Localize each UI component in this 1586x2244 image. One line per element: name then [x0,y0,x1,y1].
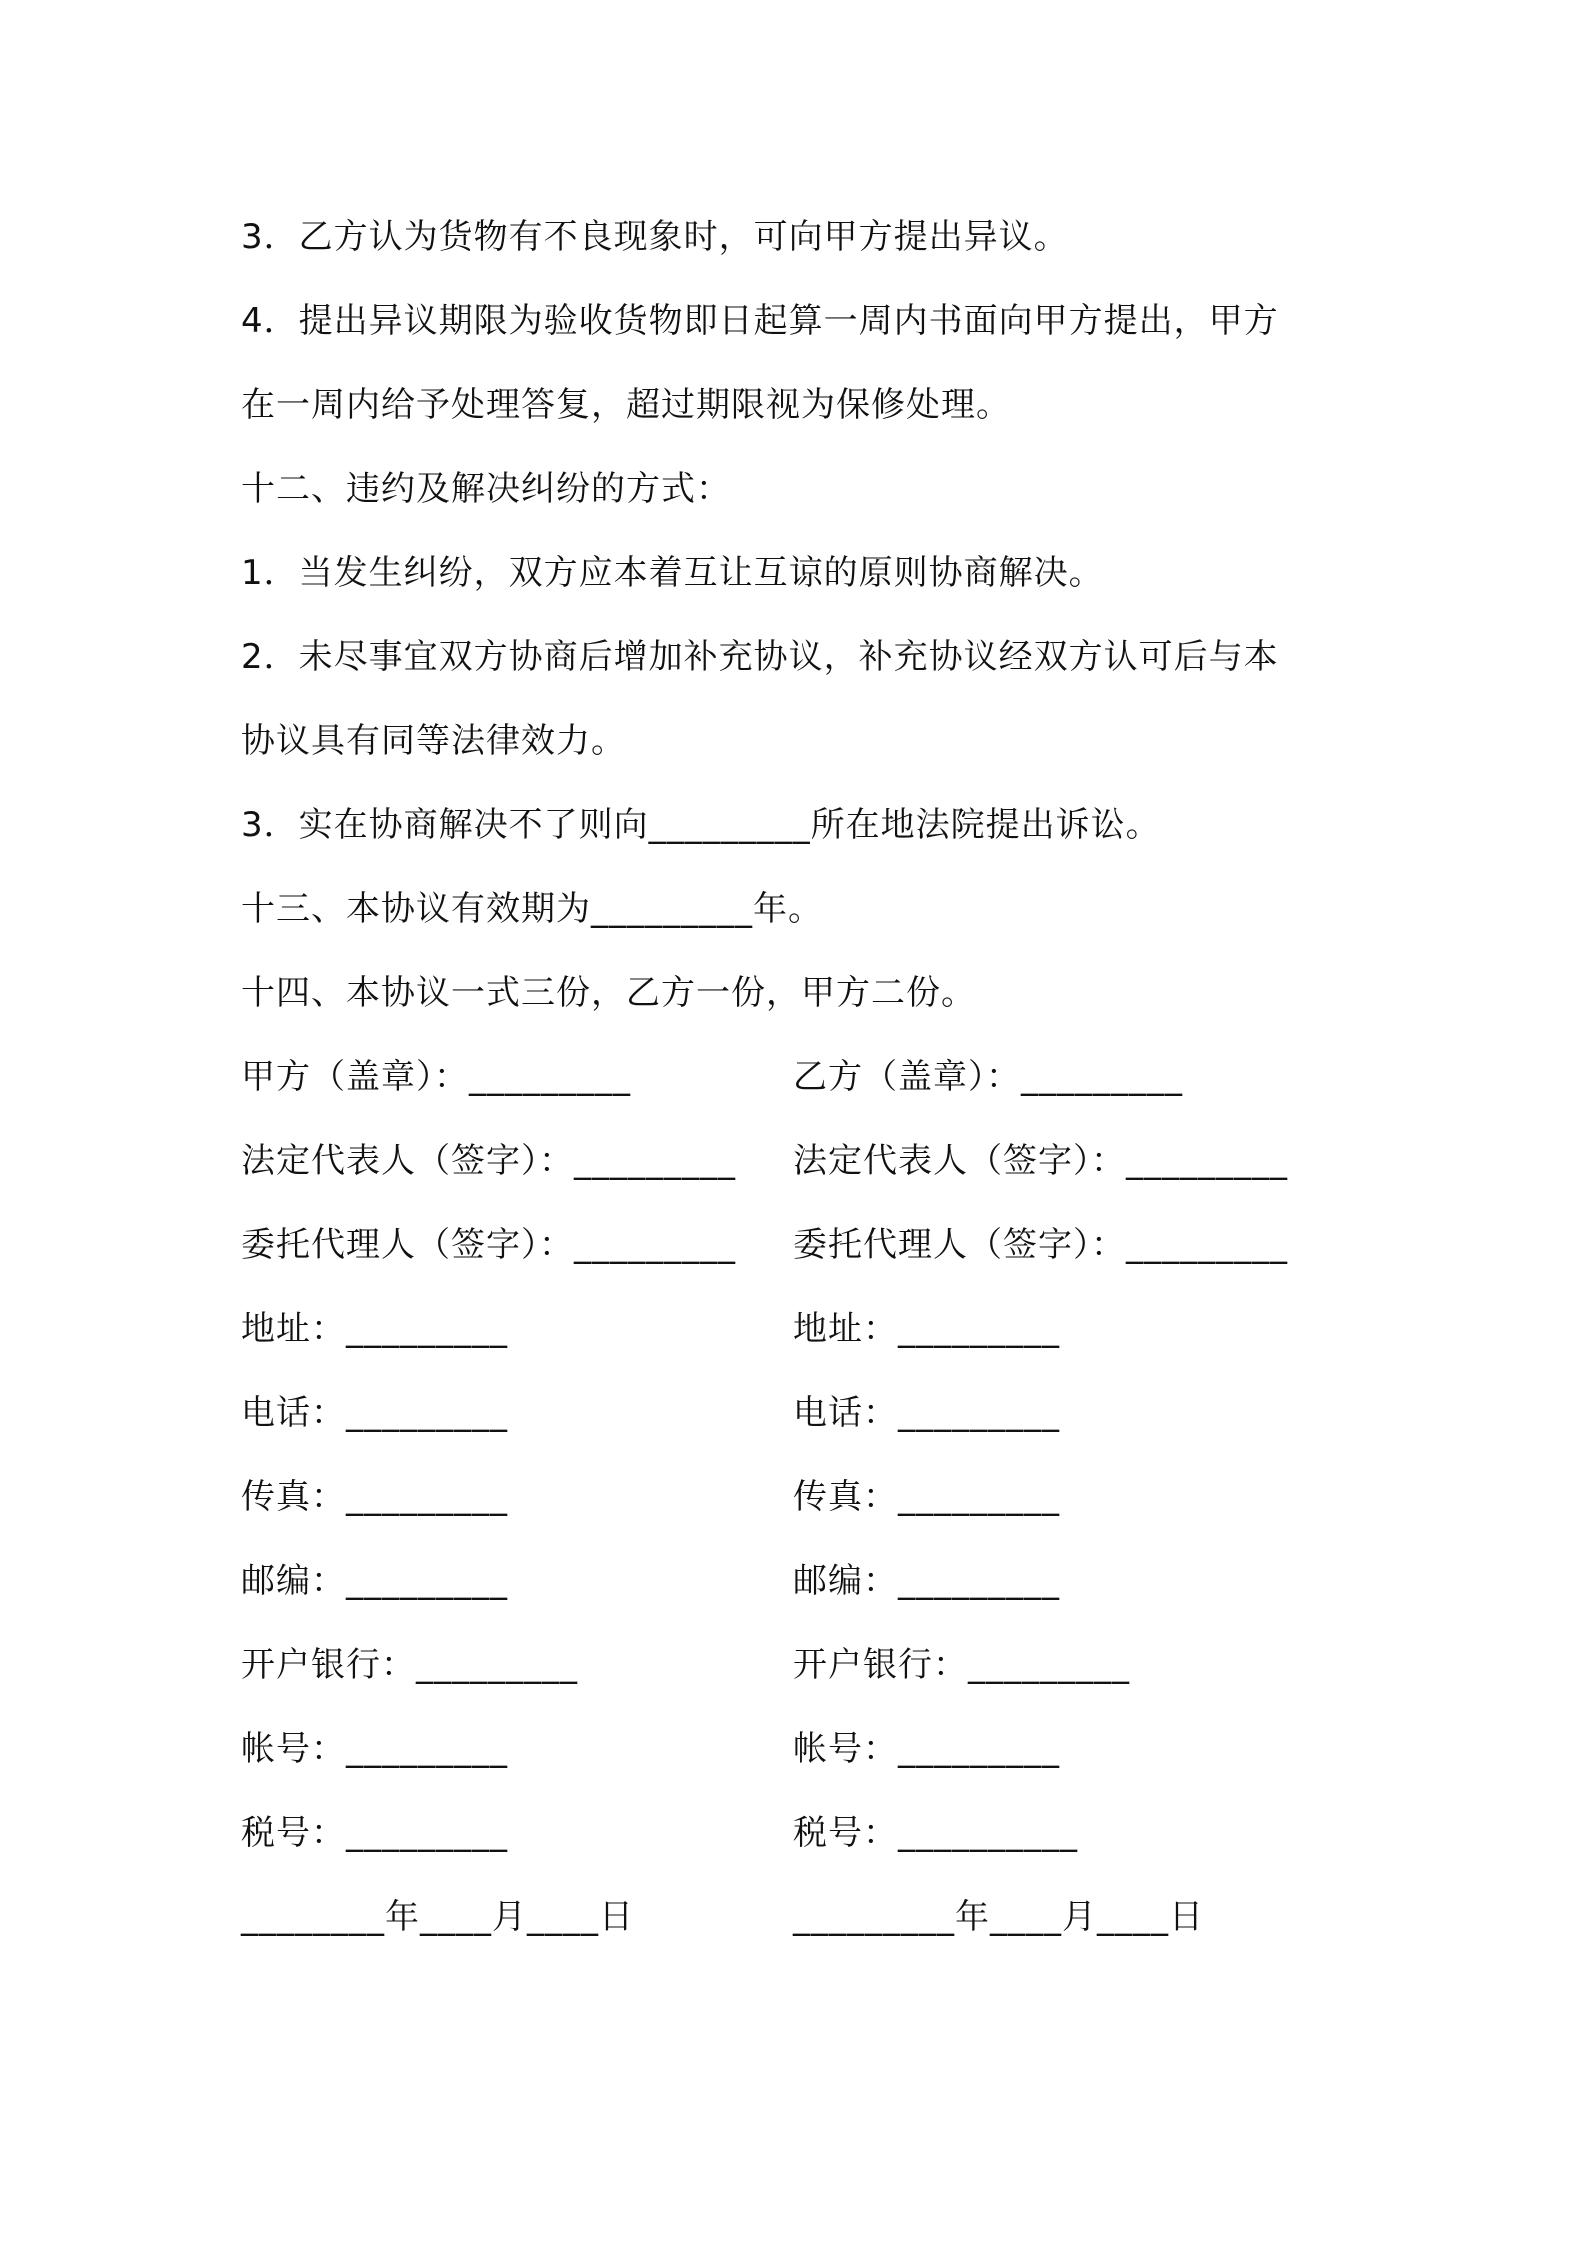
clause-12-item-1: 1．当发生纠纷，双方应本着互让互谅的原则协商解决。 [241,553,1104,593]
signature-row-seal [241,1035,1371,1119]
party-a-date: ________年____月____日 [241,1897,634,1937]
clause-14: 十四、本协议一式三份，乙方一份，甲方二份。 [241,973,976,1013]
clause-12-item-2-line-1: 2．未尽事宜双方协商后增加补充协议，补充协议经双方认可后与本 [241,637,1279,677]
clause-12-item-3: 3．实在协商解决不了则向_________所在地法院提出诉讼。 [241,805,1161,845]
signature-row-account [241,1707,1371,1791]
signature-row-phone [241,1371,1371,1455]
party-b-postcode: 邮编：_________ [793,1561,1060,1601]
party-b-fax: 传真：_________ [793,1477,1060,1517]
party-b-bank: 开户银行：_________ [793,1645,1130,1685]
party-b-account: 帐号：_________ [793,1729,1060,1769]
party-b-legal-rep: 法定代表人（签字）：_________ [793,1141,1288,1181]
party-a-legal-rep: 法定代表人（签字）：_________ [241,1141,736,1181]
party-b-address: 地址：_________ [793,1309,1060,1349]
clause-11-item-4-line-1: 4．提出异议期限为验收货物即日起算一周内书面向甲方提出，甲方 [241,301,1279,341]
party-a-account: 帐号：_________ [241,1729,508,1769]
party-a-fax: 传真：_________ [241,1477,508,1517]
signature-row-tax-id [241,1791,1371,1875]
signature-row-address [241,1287,1371,1371]
clause-12-item-2-line-2: 协议具有同等法律效力。 [241,721,626,761]
signature-row-agent [241,1203,1371,1287]
party-b-seal: 乙方（盖章）：_________ [793,1057,1183,1097]
party-a-agent: 委托代理人（签字）：_________ [241,1225,736,1265]
party-a-bank: 开户银行：_________ [241,1645,578,1685]
clause-11-item-4-line-2: 在一周内给予处理答复，超过期限视为保修处理。 [241,385,1011,425]
party-a-phone: 电话：_________ [241,1393,508,1433]
clause-12-heading: 十二、违约及解决纠纷的方式： [241,469,731,509]
clause-11-item-3: 3．乙方认为货物有不良现象时，可向甲方提出异议。 [241,217,1069,257]
party-b-phone: 电话：_________ [793,1393,1060,1433]
party-a-tax-id: 税号：_________ [241,1813,508,1853]
party-a-address: 地址：_________ [241,1309,508,1349]
party-a-seal: 甲方（盖章）：_________ [241,1057,631,1097]
signature-row-date [241,1875,1371,1959]
party-a-postcode: 邮编：_________ [241,1561,508,1601]
document-body [241,195,1371,1959]
signature-row-bank [241,1623,1371,1707]
signature-row-postcode [241,1539,1371,1623]
clause-13: 十三、本协议有效期为_________年。 [241,889,823,929]
party-b-date: _________年____月____日 [793,1897,1204,1937]
party-b-tax-id: 税号：__________ [793,1813,1078,1853]
signature-row-fax [241,1455,1371,1539]
party-b-agent: 委托代理人（签字）：_________ [793,1225,1288,1265]
signature-row-legal-rep [241,1119,1371,1203]
